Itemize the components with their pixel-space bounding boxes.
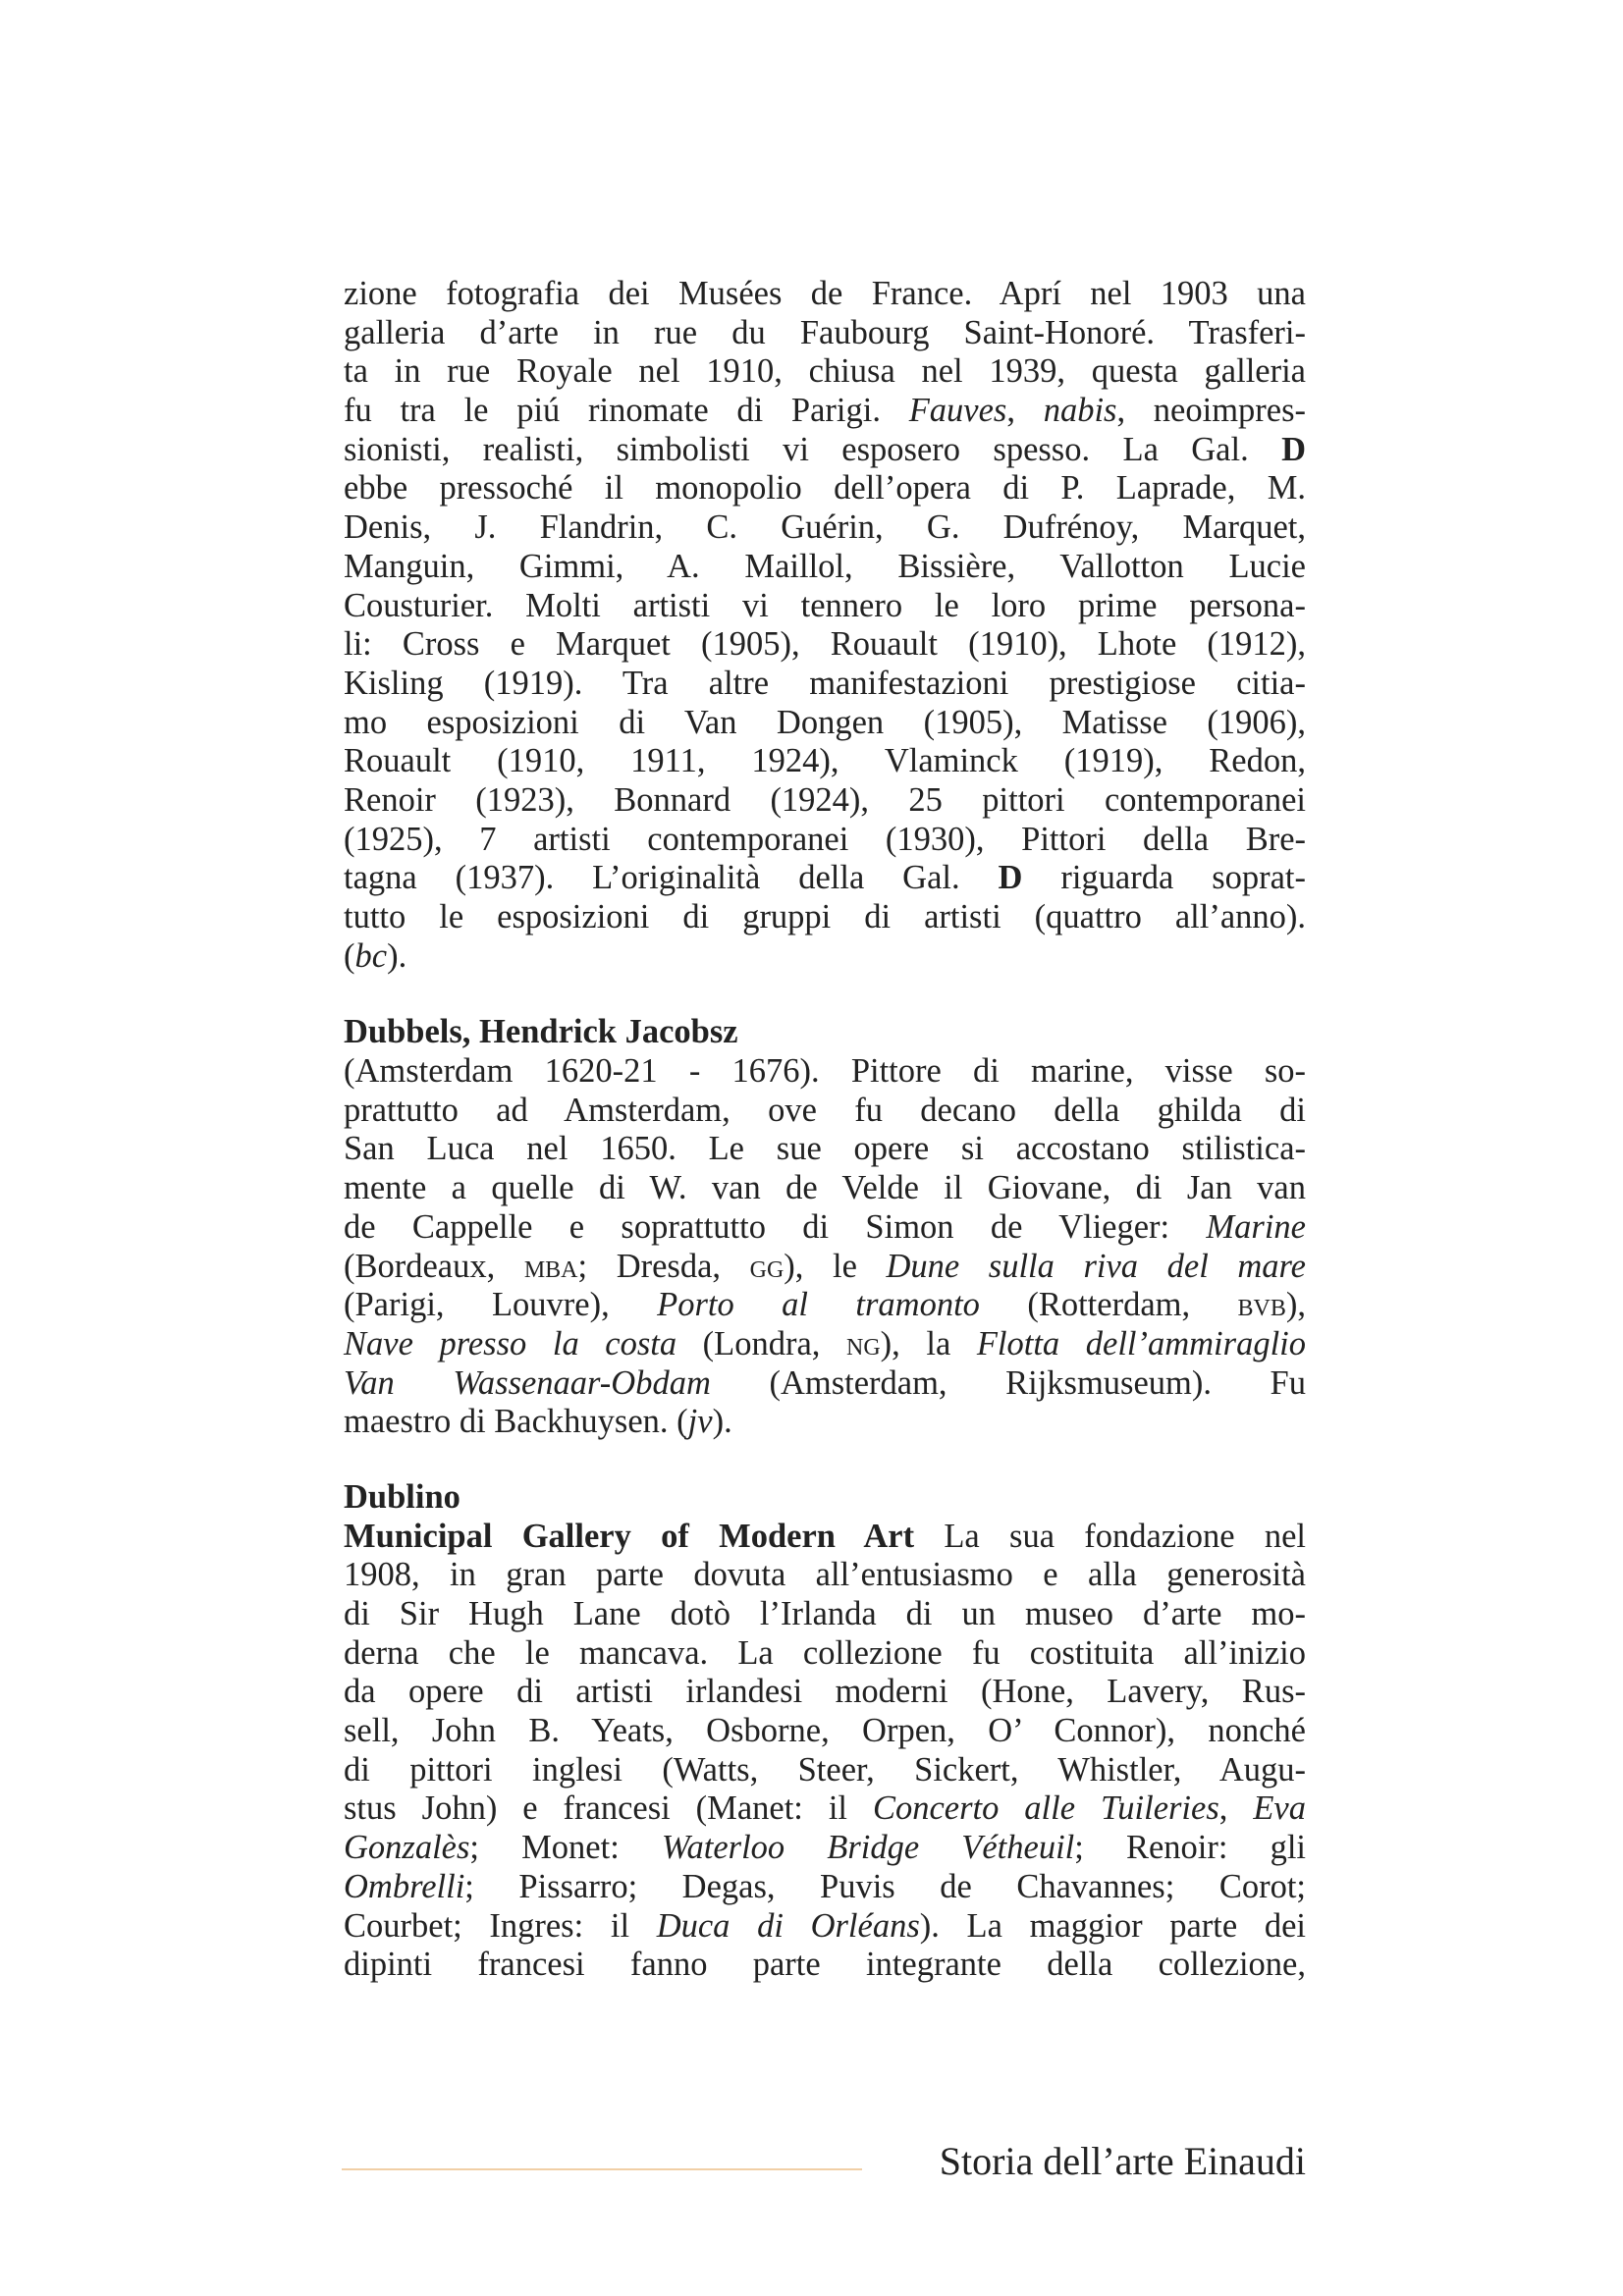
text-line: sell, John B. Yeats, Osborne, Orpen, O’ Connor), nonché xyxy=(344,1712,1306,1750)
text-line: zione fotografia dei Musées de France. Aprí nel 1903 una xyxy=(344,275,1306,312)
footer-rule xyxy=(342,2168,862,2170)
text-line: Denis, J. Flandrin, C. Guérin, G. Dufrénoy, Marquet, xyxy=(344,508,1306,547)
text-line: Cousturier. Molti artisti vi tennero le loro prime persona- xyxy=(344,586,1306,624)
text-line: tutto le esposizioni di gruppi di artisti (quattro all’anno). xyxy=(344,898,1306,935)
bold-text: D xyxy=(998,859,1023,897)
text-line: Rouault (1910, 1911, 1924), Vlaminck (1919), Redon, xyxy=(344,742,1306,780)
text-line: Kisling (1919). Tra altre manifestazioni prestigiose citia- xyxy=(344,664,1306,702)
text-line: (1925), 7 artisti contemporanei (1930), Pittori della Bre- xyxy=(344,820,1306,858)
text-line: li: Cross e Marquet (1905), Rouault (1910), Lhote (1912), xyxy=(344,625,1306,664)
italic-text: Dune sulla riva del mare xyxy=(886,1247,1306,1285)
text-line: ta in rue Royale nel 1910, chiusa nel 1939, questa galleria xyxy=(344,352,1306,391)
spacer xyxy=(344,976,1306,1013)
text-line: ebbe pressoché il monopolio dell’opera di P. Laprade, M. xyxy=(344,469,1306,507)
text-line: Gonzalès; Monet: Waterloo Bridge Vétheuil; Renoir: gli xyxy=(344,1829,1306,1867)
italic-text: jv xyxy=(687,1403,713,1441)
text-line: fu tra le piú rinomate di Parigi. Fauves, nabis, neoimpres- xyxy=(344,392,1307,430)
text-line: galleria d’arte in rue du Faubourg Saint-Honoré. Trasferi- xyxy=(344,313,1306,351)
text-line: da opere di artisti irlandesi moderni (Hone, Lavery, Rus- xyxy=(344,1673,1306,1711)
bold-text: Municipal Gallery of Modern Art xyxy=(344,1517,915,1555)
text-line: Ombrelli; Pissarro; Degas, Puvis de Chavannes; Corot; xyxy=(344,1867,1306,1905)
text-line: di Sir Hugh Lane dotò l’Irlanda di un museo d’arte mo- xyxy=(344,1595,1306,1632)
text-line: mo esposizioni di Van Dongen (1905), Matisse (1906), xyxy=(344,703,1306,741)
text-line: (bc). xyxy=(344,936,407,975)
text-line: dipinti francesi fanno parte integrante della collezione, xyxy=(344,1946,1306,1984)
text-line: Van Wassenaar-Obdam (Amsterdam, Rijksmuseum). Fu xyxy=(344,1363,1306,1402)
text-line: tagna (1937). L’originalità della Gal. D riguarda soprat- xyxy=(344,859,1306,897)
text-line: Manguin, Gimmi, A. Maillol, Bissière, Vallotton Lucie xyxy=(344,547,1306,585)
italic-text: bc xyxy=(354,936,388,975)
italic-text: Marine xyxy=(1206,1207,1306,1246)
italic-text: nabis xyxy=(1043,392,1117,430)
italic-text: Van Wassenaar-Obdam xyxy=(344,1363,711,1402)
text-line: mente a quelle di W. van de Velde il Giovane, di Jan van xyxy=(344,1169,1306,1207)
italic-text: Porto al tramonto xyxy=(657,1286,980,1324)
bold-text: D xyxy=(1281,430,1306,468)
text-line: derna che le mancava. La collezione fu costituita all’inizio xyxy=(344,1633,1306,1672)
italic-text: Concerto alle Tuileries xyxy=(872,1789,1219,1828)
entry-heading: Dublino xyxy=(344,1477,460,1516)
entry-continuation xyxy=(344,275,1306,976)
text-line: Municipal Gallery of Modern Art La sua fondazione nel xyxy=(344,1517,1306,1555)
text-column xyxy=(344,275,1306,1985)
italic-text: Gonzalès xyxy=(344,1829,470,1867)
text-line: stus John) e francesi (Manet: il Concerto alle Tuileries, Eva xyxy=(344,1789,1306,1828)
text-line: 1908, in gran parte dovuta all’entusiasmo e alla generosità xyxy=(344,1556,1306,1594)
italic-text: Waterloo Bridge Vétheuil xyxy=(661,1829,1075,1867)
abbreviation: bvb xyxy=(1237,1286,1286,1324)
abbreviation: gg xyxy=(749,1247,784,1285)
entry-dubbels xyxy=(344,1013,1306,1442)
italic-text: Nave presso la costa xyxy=(344,1324,677,1362)
entry-body xyxy=(344,1052,1306,1442)
italic-text: Flotta dell’ammiraglio xyxy=(976,1324,1306,1362)
entry-body xyxy=(344,1518,1306,1985)
text-line: di pittori inglesi (Watts, Steer, Sickert, Whistler, Augu- xyxy=(344,1750,1306,1789)
footer-title: Storia dell’arte Einaudi xyxy=(939,2139,1306,2183)
italic-text: Fauves xyxy=(908,392,1007,430)
italic-text: Duca di Orléans xyxy=(656,1906,920,1945)
text-line: sionisti, realisti, simbolisti vi esposero spesso. La Gal. D xyxy=(344,430,1306,468)
text-line: Courbet; Ingres: il Duca di Orléans). La maggior parte dei xyxy=(344,1906,1306,1945)
text-line: de Cappelle e soprattutto di Simon de Vlieger: Marine xyxy=(344,1207,1306,1246)
text-line: maestro di Backhuysen. (jv). xyxy=(344,1403,732,1441)
text-line: (Amsterdam 1620-21 - 1676). Pittore di marine, visse so- xyxy=(344,1052,1306,1091)
abbreviation: ng xyxy=(846,1324,881,1362)
entry-heading: Dubbels, Hendrick Jacobsz xyxy=(344,1013,738,1051)
abbreviation: mba xyxy=(523,1247,578,1285)
italic-text: Eva xyxy=(1253,1789,1306,1828)
text-line: (Parigi, Louvre), Porto al tramonto (Rotterdam, bvb), xyxy=(344,1286,1307,1324)
spacer xyxy=(344,1442,1306,1478)
italic-text: Ombrelli xyxy=(344,1867,465,1905)
text-line: Renoir (1923), Bonnard (1924), 25 pittori contemporanei xyxy=(344,780,1306,819)
text-line: (Bordeaux, mba; Dresda, gg), le Dune sulla riva del mare xyxy=(344,1247,1306,1285)
text-line: prattutto ad Amsterdam, ove fu decano della ghilda di xyxy=(344,1091,1306,1129)
entry-dublino xyxy=(344,1478,1306,1985)
text-line: San Luca nel 1650. Le sue opere si accostano stilistica- xyxy=(344,1130,1306,1168)
text-line: Nave presso la costa (Londra, ng), la Flotta dell’ammiraglio xyxy=(344,1324,1306,1362)
